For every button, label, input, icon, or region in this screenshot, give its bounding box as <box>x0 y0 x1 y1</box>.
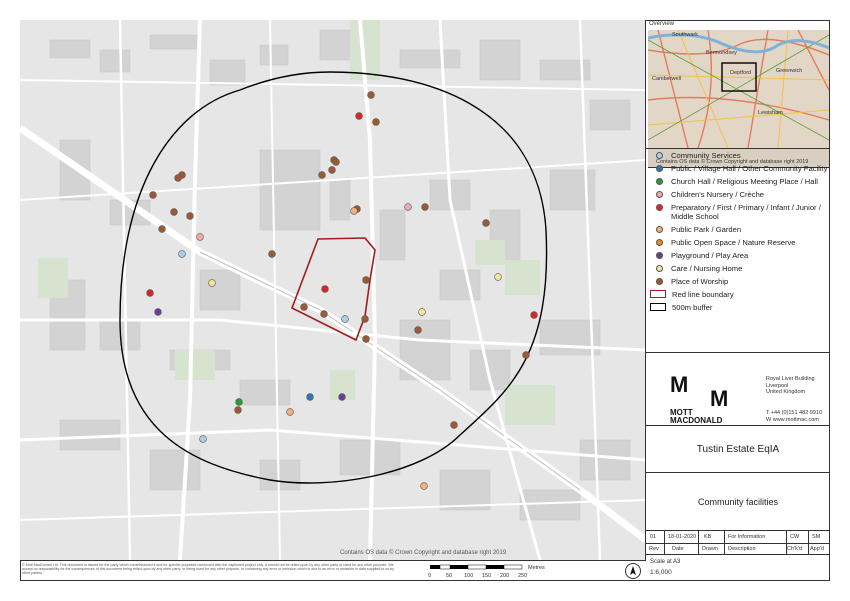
legend-label: Children's Nursery / Crèche <box>671 190 765 199</box>
scale-tick: 0 <box>428 573 432 579</box>
main-map[interactable] <box>20 20 646 560</box>
marker-community-services[interactable] <box>200 436 207 443</box>
legend-item <box>646 151 830 160</box>
marker-worship[interactable] <box>483 220 490 227</box>
legend-label: Public Open Space / Nature Reserve <box>671 238 796 247</box>
legend-label: Community Services <box>671 151 741 160</box>
legend-label: Red line boundary <box>672 290 734 299</box>
marker-worship[interactable] <box>368 92 375 99</box>
overview-copyright: Contains OS data © Crown Copyright and database right 2019 <box>656 159 809 165</box>
marker-care[interactable] <box>209 280 216 287</box>
legend-swatch <box>656 191 663 198</box>
marker-worship[interactable] <box>171 209 178 216</box>
disclaimer-text: © Mott MacDonald Ltd. This document is issued for the party which commissioned it and for specific purposes connected with the captioned project only. It should not be relied upon by any other party or used for any other purpose. We accept no responsibility for the consequences of this document being relied upon by any other party, or being used for any other purpose, or containing any error or omission which is due to an error or omission in data supplied to us by other parties. <box>22 563 394 576</box>
marker-worship[interactable] <box>373 119 380 126</box>
legend-label: 500m buffer <box>672 303 713 312</box>
overview-place: Deptford <box>730 70 752 76</box>
marker-community-services[interactable] <box>179 251 186 258</box>
marker-worship[interactable] <box>235 407 242 414</box>
marker-worship[interactable] <box>362 316 369 323</box>
legend-label: Preparatory / First / Primary / Infant / Junior / Middle School <box>671 203 821 221</box>
logo-mark: M <box>710 386 729 411</box>
legend-swatch <box>656 152 663 159</box>
rev-header: Rev <box>649 546 659 552</box>
legend-swatch <box>656 226 663 233</box>
drawing-subtitle: Community facilities <box>646 473 830 531</box>
overview-place: Greenwich <box>776 68 803 74</box>
rev-header: Ch'k'd <box>787 546 802 552</box>
north-arrow-icon <box>625 563 641 579</box>
legend-label: Public / Village Hall / Other Community Facility <box>671 164 828 173</box>
marker-public-hall[interactable] <box>307 394 314 401</box>
rev-header: Drawn <box>702 546 718 552</box>
marker-worship[interactable] <box>175 175 182 182</box>
marker-school[interactable] <box>147 290 154 297</box>
marker-playground[interactable] <box>339 394 346 401</box>
marker-worship[interactable] <box>269 251 276 258</box>
marker-school[interactable] <box>322 286 329 293</box>
rev-cell: KB <box>704 534 712 540</box>
marker-nursery[interactable] <box>197 234 204 241</box>
overview-label: Overview <box>649 21 675 27</box>
drawing-title: Tustin Estate EqIA <box>646 426 830 473</box>
legend-item-buffer <box>646 303 830 312</box>
company-address: Royal Liver Building Liverpool United Kingdom <box>766 376 815 395</box>
marker-worship[interactable] <box>319 172 326 179</box>
scale-tick: 200 <box>500 573 510 579</box>
legend-label: Public Park / Garden <box>671 225 742 234</box>
company-logo-block <box>646 372 830 426</box>
scale-tick: 250 <box>518 573 528 579</box>
marker-nursery[interactable] <box>405 204 412 211</box>
marker-worship[interactable] <box>333 159 340 166</box>
marker-care[interactable] <box>495 274 502 281</box>
overview-place: Bermondsey <box>706 50 737 56</box>
logo-name: MOTT MACDONALD <box>670 408 723 425</box>
legend-swatch <box>656 165 663 172</box>
overview-canvas <box>648 30 829 148</box>
scale-tick: 50 <box>446 573 453 579</box>
marker-school[interactable] <box>356 113 363 120</box>
marker-worship[interactable] <box>523 352 530 359</box>
marker-worship[interactable] <box>150 192 157 199</box>
rev-cell: For Information <box>728 534 766 540</box>
legend-item <box>646 225 830 234</box>
marker-worship[interactable] <box>329 167 336 174</box>
legend-swatch <box>656 178 663 185</box>
legend-swatch <box>656 204 663 211</box>
legend-swatch <box>656 252 663 259</box>
scale-value: 1:6,000 <box>650 569 672 576</box>
scale-tick: 150 <box>482 573 492 579</box>
legend-item <box>646 277 830 286</box>
marker-park[interactable] <box>351 208 358 215</box>
marker-worship[interactable] <box>415 327 422 334</box>
marker-church-hall[interactable] <box>236 399 243 406</box>
boundary-swatch <box>650 290 666 298</box>
legend-swatch <box>656 239 663 246</box>
legend-swatch <box>656 278 663 285</box>
rev-cell: SM <box>812 534 821 540</box>
marker-worship[interactable] <box>363 277 370 284</box>
overview-place: Southwark <box>672 32 698 38</box>
legend-item-boundary <box>646 290 830 299</box>
bottom-strip <box>20 560 646 581</box>
marker-care[interactable] <box>419 309 426 316</box>
rev-cell: CW <box>790 534 800 540</box>
legend <box>646 148 830 353</box>
revision-table <box>646 531 830 555</box>
legend-swatch <box>656 265 663 272</box>
rev-header: App'd <box>810 546 824 552</box>
marker-worship[interactable] <box>422 204 429 211</box>
marker-park[interactable] <box>421 483 428 490</box>
rev-cell: 01 <box>650 534 657 540</box>
legend-item <box>646 164 830 173</box>
logo-mark: M <box>670 372 689 397</box>
legend-label: Place of Worship <box>671 277 729 286</box>
rev-header: Description <box>728 546 756 552</box>
legend-item <box>646 177 830 186</box>
company-contact: T +44 (0)151 482 9910 W www.mottmac.com <box>766 410 823 423</box>
rev-cell: 18-01-2020 <box>668 534 697 540</box>
legend-item <box>646 251 830 260</box>
legend-item <box>646 203 830 221</box>
scale-block <box>646 555 830 581</box>
marker-worship[interactable] <box>187 213 194 220</box>
scale-bar <box>428 563 558 581</box>
legend-label: Church Hall / Religious Meeting Place / Hall <box>671 177 818 186</box>
legend-item <box>646 190 830 199</box>
side-panel <box>646 20 830 581</box>
scale-units: Metres <box>528 565 545 571</box>
overview-place: Lewisham <box>758 110 783 116</box>
marker-park[interactable] <box>287 409 294 416</box>
marker-community-services[interactable] <box>342 316 349 323</box>
marker-worship[interactable] <box>321 311 328 318</box>
legend-item <box>646 264 830 273</box>
map-copyright: Contains OS data © Crown Copyright and database right 2019 <box>340 550 507 556</box>
legend-label: Playground / Play Area <box>671 251 749 260</box>
scale-label: Scale at A3 <box>650 559 681 565</box>
marker-worship[interactable] <box>363 336 370 343</box>
rev-header: Date <box>672 546 684 552</box>
buffer-swatch <box>650 303 666 311</box>
marker-worship[interactable] <box>301 304 308 311</box>
legend-item <box>646 238 830 247</box>
legend-label: Care / Nursing Home <box>671 264 743 273</box>
marker-playground[interactable] <box>155 309 162 316</box>
map-canvas <box>20 20 646 560</box>
marker-worship[interactable] <box>451 422 458 429</box>
scale-tick: 100 <box>464 573 474 579</box>
overview-place: Camberwell <box>652 76 682 82</box>
marker-school[interactable] <box>531 312 538 319</box>
scale-bar-graphic <box>428 563 528 573</box>
marker-worship[interactable] <box>159 226 166 233</box>
